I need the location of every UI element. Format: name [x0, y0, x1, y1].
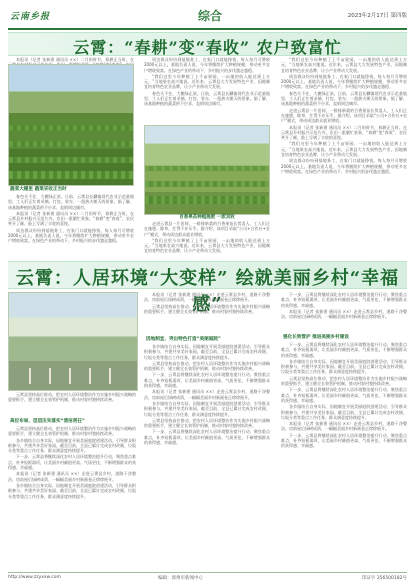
article2-subheading-3: 强化长效管护 推进美丽乡村建设 [283, 335, 349, 340]
article1-col2-bottom: 走进云霄县一片田间，一排排新栽的百香果苗长势喜人，工人们正在施肥、除草，忙得不亦乐乎。据介绍，该项目采取“公司+合作社+农户”模式，带动周边群众就业增收。 “我们这里今年种植了上千亩果园，一亩地的收入能达到上万元。”当地果农高兴地说。近年来，云霄县大力发展特色产业，因地制宜培育特色农业品牌，让小产业带动大发展。 [144, 221, 270, 254]
article1-photo-field [144, 125, 270, 215]
masthead [8, 6, 407, 30]
issue-dateline: 2023年2月17日 第四版 [347, 13, 407, 19]
article1-col2-body: 周边群众纷纷到基地务工，在家门口就能挣钱，每人每月可增收2000元以上。基地负责人说，今年将继续扩大种植规模，带动更多农户增收致富。在绿色产业的带动下，乡村振兴的步伐越走越稳。 “我们这里今年种植了上千亩果园，一亩地的收入能达到上万元。”当地果农高兴地说。近年来，云霄县大力发展特色产业，因地制宜培育特色农业品牌，让小产业带动大发展。 春色关不住，大棚绿正浓。日前，云霄县长麟镇现代农业示范基地里，工人们正忙着采摘、打包、装车，一派热火朝天的景象。据了解，该基地种植的蔬菜供不应求，直销周边城市。 [144, 57, 270, 107]
article1-photo-caption: 百香果苗种植施肥 一派双收 [179, 215, 235, 220]
article2-subheading-2: 因地制宜、突出特色打造“美丽庭院” [146, 337, 221, 342]
page-footer [8, 572, 407, 582]
article2-intro: 本报讯（记者 张新建 通讯员 ××）走进云霄县乡村，道路干净整洁、房前屋后绿树成荫，一幅幅美丽乡村新画卷正徐徐展开。 云霄县坚持高位推动，把农村人居环境整治作为实施乡村振兴战略的重要抓手，建立健全长效管护机制，推动村容村貌持续改善。 [144, 292, 270, 314]
article2-col3-body: 下一步，云霄县将继续深化农村人居环境整治提升行动，聚焦重点难点，补齐短板弱项，让美丽乡村颜值更高、气质更佳，不断增强群众的获得感、幸福感。 各乡镇结合自身实际，因地制宜开展美丽庭院创建活动，引导群众积极参与，共建共享美好家园。截至目前，全县已累计完成农村改厕、垃圾分类等重点工作任务，群众满意度持续提升。 云霄县坚持高位推动，把农村人居环境整治作为实施乡村振兴战略的重要抓手，建立健全长效管护机制，推动村容村貌持续改善。 下一步，云霄县将继续深化农村人居环境整治提升行动，聚焦重点难点，补齐短板弱项，让美丽乡村颜值更高、气质更佳，不断增强群众的获得感、幸福感。 各乡镇结合自身实际，因地制宜开展美丽庭院创建活动，引导群众积极参与，共建共享美好家园。截至目前，全县已累计完成农村改厕、垃圾分类等重点工作任务，群众满意度持续提升。 本报讯（记者 张新建 通讯员 ××）走进云霄县乡村，道路干净整洁、房前屋后绿树成荫，一幅幅美丽乡村新画卷正徐徐展开。 下一步，云霄县将继续深化农村人居环境整治提升行动，聚焦重点难点，补齐短板弱项，让美丽乡村颜值更高、气质更佳，不断增强群众的获得感、幸福感。 [281, 342, 407, 449]
newspaper-brand: 云南乡报 [10, 12, 51, 22]
article2-col1-top: 云霄县坚持高位推动，把农村人居环境整治作为实施乡村振兴战略的重要抓手，建立健全长效管护机制，推动村容村貌持续改善。 [8, 392, 136, 403]
article2-col2-body: 各乡镇结合自身实际，因地制宜开展美丽庭院创建活动，引导群众积极参与，共建共享美好家园。截至目前，全县已累计完成农村改厕、垃圾分类等重点工作任务，群众满意度持续提升。 云霄县坚持高位推动，把农村人居环境整治作为实施乡村振兴战略的重要抓手，建立健全长效管护机制，推动村容村貌持续改善。 下一步，云霄县将继续深化农村人居环境整治提升行动，聚焦重点难点，补齐短板弱项，让美丽乡村颜值更高、气质更佳，不断增强群众的获得感、幸福感。 本报讯（记者 张新建 通讯员 ××）走进云霄县乡村，道路干净整洁、房前屋后绿树成荫，一幅幅美丽乡村新画卷正徐徐展开。 各乡镇结合自身实际，因地制宜开展美丽庭院创建活动，引导群众积极参与，共建共享美好家园。截至目前，全县已累计完成农村改厕、垃圾分类等重点工作任务，群众满意度持续提升。 云霄县坚持高位推动，把农村人居环境整治作为实施乡村振兴战略的重要抓手，建立健全长效管护机制，推动村容村貌持续改善。 下一步，云霄县将继续深化农村人居环境整治提升行动，聚焦重点难点，补齐短板弱项，让美丽乡村颜值更高、气质更佳，不断增强群众的获得感、幸福感。 [144, 344, 270, 446]
article1-col1-body: 春色关不住，大棚绿正浓。日前，云霄县长麟镇现代农业示范基地里，工人们正忙着采摘、打包、装车，一派热火朝天的景象。据了解，该基地种植的蔬菜供不应求，直销周边城市。 本报讯（记者 张新建 通讯员 ××）二月的时节，春耕正当时。在云霄县乡村振兴示范片内，农田一派繁忙景象，“春耕”变“春收”，农民笑开了颜，脸上写满了丰收的喜悦。 周边群众纷纷到基地务工，在家门口就能挣钱，每人每月可增收2000元以上。基地负责人说，今年将继续扩大种植规模，带动更多农户增收致富。在绿色产业的带动下，乡村振兴的步伐越走越稳。 [8, 194, 134, 244]
footer-publisher: 编辑：漳州市新闻中心 [158, 576, 203, 581]
article2-subheading-1: 高位布局、层层压实落实“清洁责任” [10, 419, 85, 424]
article2-photo-village [8, 292, 138, 391]
article1-subheading: 蔬菜大棚里 蔬菜采收正当时 [10, 187, 67, 192]
article2-col1-body: 云霄县坚持高位推动，把农村人居环境整治作为实施乡村振兴战略的重要抓手，建立健全长效管护机制，推动村容村貌持续改善。 各乡镇结合自身实际，因地制宜开展美丽庭院创建活动，引导群众积极参与，共建共享美好家园。截至目前，全县已累计完成农村改厕、垃圾分类等重点工作任务，群众满意度持续提升。 下一步，云霄县将继续深化农村人居环境整治提升行动，聚焦重点难点，补齐短板弱项，让美丽乡村颜值更高、气质更佳，不断增强群众的获得感、幸福感。 本报讯（记者 张新建 通讯员 ××）走进云霄县乡村，道路干净整洁、房前屋后绿树成荫，一幅幅美丽乡村新画卷正徐徐展开。 各乡镇结合自身实际，因地制宜开展美丽庭院创建活动，引导群众积极参与，共建共享美好家园。截至目前，全县已累计完成农村改厕、垃圾分类等重点工作任务，群众满意度持续提升。 [8, 426, 136, 499]
article2-col3-top: 下一步，云霄县将继续深化农村人居环境整治提升行动，聚焦重点难点，补齐短板弱项，让美丽乡村颜值更高、气质更佳，不断增强群众的获得感、幸福感。 本报讯（记者 张新建 通讯员 ××）走进云霄县乡村，道路干净整洁、房前屋后绿树成荫，一幅幅美丽乡村新画卷正徐徐展开。 [281, 292, 407, 320]
article2-headline: 云霄：人居环境“大变样” 绘就美丽乡村“幸福感” [15, 268, 400, 315]
footer-license: 印证字 356500182号 [361, 576, 407, 581]
section-title: 综合 [198, 9, 223, 23]
article1-intro: 本报讯（记者 张新建 通讯员 ××）二月的时节，春耕正当时。在 [16, 57, 134, 62]
article1-headline-banner [8, 32, 407, 56]
article1-headline: 云霄：“春耕”变“春收” 农户致富忙 [73, 38, 342, 57]
article1-photo-greenhouse [8, 64, 134, 186]
article1-col3-body: “我们这里今年种植了上千亩果园，一亩地的收入能达到上万元。”当地果农高兴地说。近年来，云霄县大力发展特色产业，因地制宜培育特色农业品牌，让小产业带动大发展。 周边群众纷纷到基地务工，在家门口就能挣钱，每人每月可增收2000元以上。基地负责人说，今年将继续扩大种植规模，带动更多农户增收致富。在绿色产业的带动下，乡村振兴的步伐越走越稳。 春色关不住，大棚绿正浓。日前，云霄县长麟镇现代农业示范基地里，工人们正忙着采摘、打包、装车，一派热火朝天的景象。据了解，该基地种植的蔬菜供不应求，直销周边城市。 走进云霄县一片田间，一排排新栽的百香果苗长势喜人，工人们正在施肥、除草，忙得不亦乐乎。据介绍，该项目采取“公司+合作社+农户”模式，带动周边群众就业增收。 本报讯（记者 张新建 通讯员 ××）二月的时节，春耕正当时。在云霄县乡村振兴示范片内，农田一派繁忙景象，“春耕”变“春收”，农民笑开了颜，脸上写满了丰收的喜悦。 “我们这里今年种植了上千亩果园，一亩地的收入能达到上万元。”当地果农高兴地说。近年来，云霄县大力发展特色产业，因地制宜培育特色农业品牌，让小产业带动大发展。 周边群众纷纷到基地务工，在家门口就能挣钱，每人每月可增收2000元以上。基地负责人说，今年将继续扩大种植规模，带动更多农户增收致富。在绿色产业的带动下，乡村振兴的步伐越走越稳。 [281, 57, 407, 174]
footer-url: http://www.zzyxxw.com [8, 575, 61, 580]
